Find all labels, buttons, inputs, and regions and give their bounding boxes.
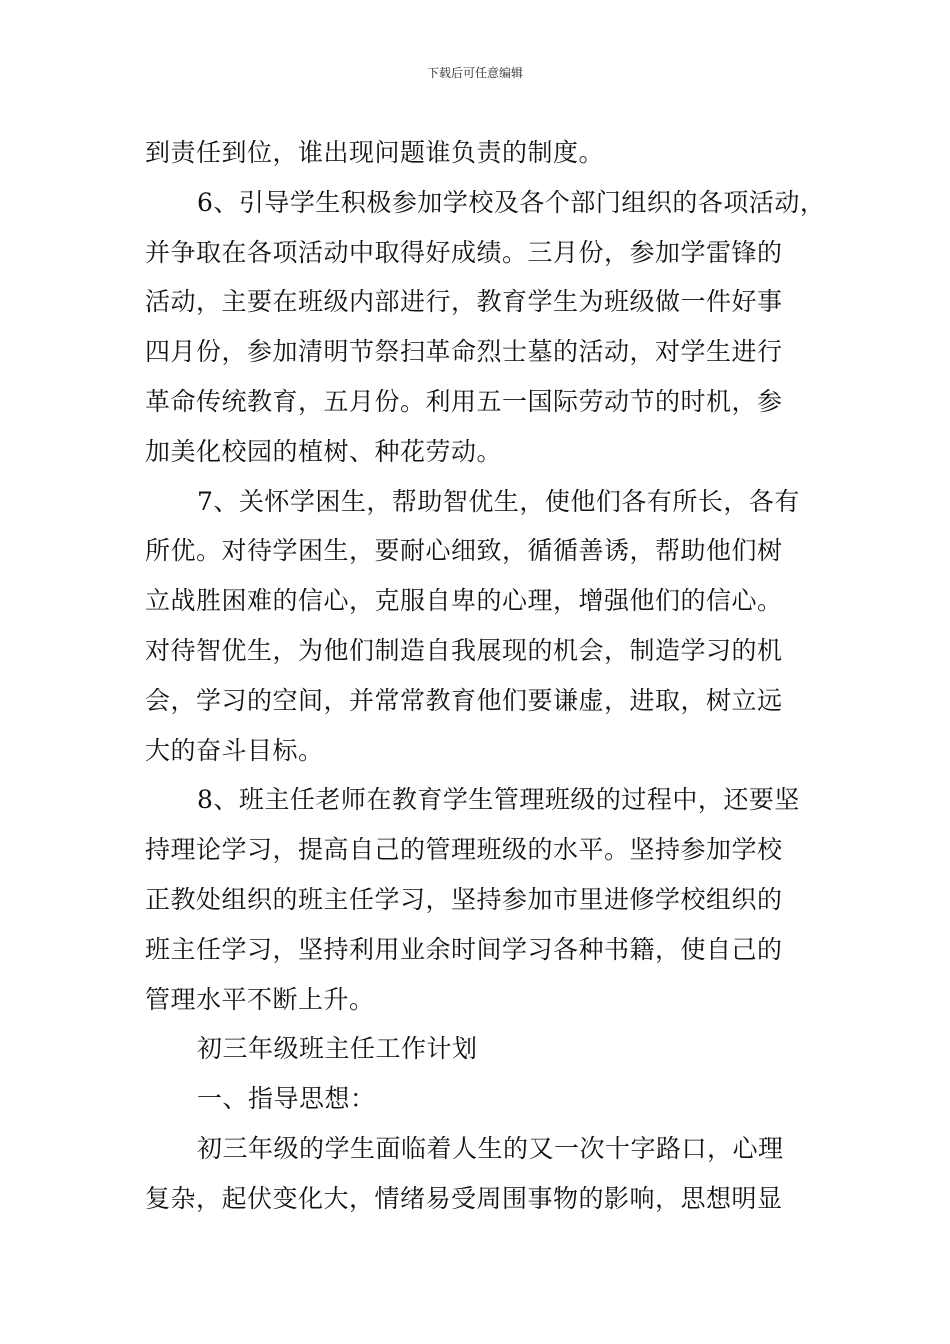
text-line-1: 到责任到位，谁出现问题谁负责的制度。 — [145, 138, 605, 167]
text-line-16: 正教处组织的班主任学习，坚持参加市里进修学校组织的 — [145, 884, 783, 914]
document-body — [145, 128, 825, 1224]
text-line-17: 班主任学习，坚持利用业余时间学习各种书籍，使自己的 — [145, 934, 783, 964]
text-line-4: 活动，主要在班级内部进行，教育学生为班级做一件好事 — [145, 287, 783, 317]
text-line-6: 革命传统教育，五月份。利用五一国际劳动节的时机，参 — [145, 386, 783, 416]
text-line-22: 复杂，起伏变化大，情绪易受周围事物的影响，思想明显 — [145, 1183, 783, 1213]
subsection-heading: 一、指导思想： — [197, 1084, 376, 1114]
text-line-15: 持理论学习，提高自己的管理班级的水平。坚持参加学校 — [145, 835, 783, 865]
text-line-18: 管理水平不断上升。 — [145, 984, 375, 1014]
text-line-5: 四月份，参加清明节祭扫革命烈士墓的活动，对学生进行 — [145, 337, 783, 367]
paragraph-guiding-line-1: 初三年级的学生面临着人生的又一次十字路口，心理 — [197, 1133, 784, 1163]
paragraph-6-line-1: 6、引导学生积极参加学校及各个部门组织的各项活动， — [197, 187, 826, 217]
section-title: 初三年级班主任工作计划 — [197, 1034, 478, 1064]
page-header-note: 下载后可任意编辑 — [426, 66, 523, 80]
text-line-9: 所优。对待学困生，要耐心细致，循循善诱，帮助他们树 — [145, 536, 783, 566]
text-line-3: 并争取在各项活动中取得好成绩。三月份，参加学雷锋的 — [145, 237, 783, 267]
paragraph-8-line-1: 8、班主任老师在教育学生管理班级的过程中，还要坚 — [197, 785, 800, 815]
paragraph-7-line-1: 7、关怀学困生，帮助智优生，使他们各有所长，各有 — [197, 486, 800, 516]
text-line-13: 大的奋斗目标。 — [145, 735, 324, 765]
text-line-12: 会，学习的空间，并常常教育他们要谦虚，进取，树立远 — [145, 685, 783, 715]
text-line-11: 对待智优生，为他们制造自我展现的机会，制造学习的机 — [145, 635, 783, 665]
text-line-7: 加美化校园的植树、种花劳动。 — [145, 436, 503, 466]
text-line-10: 立战胜困难的信心，克服自卑的心理，增强他们的信心。 — [145, 586, 783, 616]
